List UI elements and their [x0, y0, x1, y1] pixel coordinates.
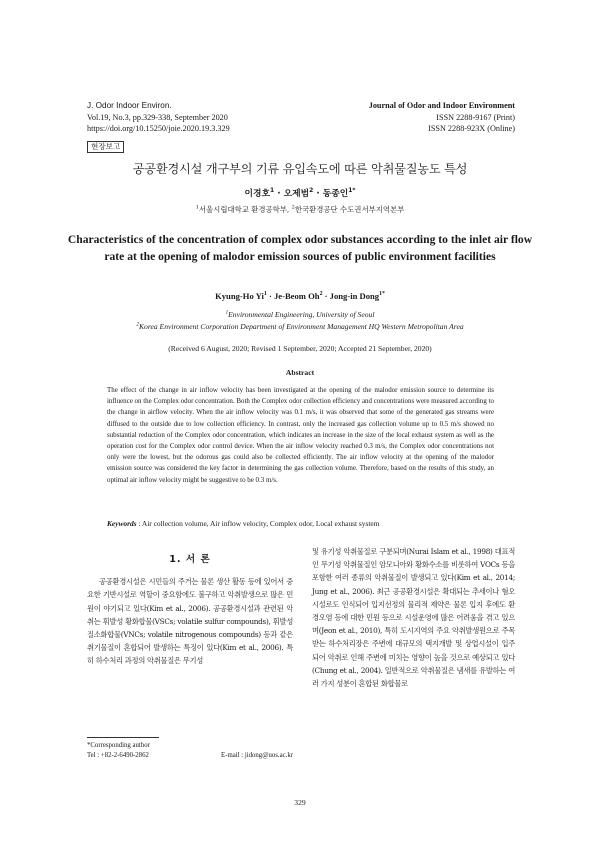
- author-separator: ·: [268, 291, 272, 301]
- korean-authors: [0, 186, 600, 199]
- affiliation-line: [0, 321, 600, 333]
- footnote: [87, 741, 293, 761]
- abstract-heading: Abstract: [285, 368, 315, 377]
- affiliation-text: 서울시립대학교 환경공학부,: [198, 205, 292, 214]
- footnote-divider: [87, 737, 159, 738]
- keywords-label: Keywords: [107, 519, 137, 528]
- section-heading: [87, 553, 293, 566]
- author-name: Je-Beom Oh: [273, 291, 320, 301]
- affiliation-mark: 1: [195, 204, 199, 211]
- korean-title: 공공환경시설 개구부의 기류 유입속도에 따른 악취물질농도 특성: [132, 162, 468, 176]
- contact-row: [87, 751, 293, 761]
- author-name: Kyung-Ho Yi: [215, 291, 264, 301]
- doi-link[interactable]: https://doi.org/10.15250/joie.2020.19.3.329: [87, 124, 230, 134]
- affiliation-line: [0, 309, 600, 321]
- journal-full-name: Journal of Odor and Indoor Environment: [368, 101, 515, 110]
- author-name: 이경호: [244, 189, 270, 199]
- english-title: Characteristics of the concentration of complex odor substances according to the inlet air flow rate at the opening of malodor emission sources of public environment facilities: [67, 233, 533, 263]
- english-authors: [0, 291, 600, 301]
- email-link[interactable]: E-mail : jidong@uos.ac.kr: [221, 752, 293, 760]
- keywords-text: : Air collection volume, Air inflow velocity, Complex odor, Local exhaust system: [136, 519, 380, 528]
- author-name: Jong-in Dong: [329, 291, 380, 301]
- affiliation-mark: 2: [291, 204, 295, 211]
- author-mark: 1*: [379, 291, 385, 298]
- author-separator: ·: [316, 189, 320, 199]
- korean-affiliations: [0, 204, 600, 215]
- body-paragraph: 및 유기성 악취물질로 구분되며(Nurai Islam et al., 1998) 대표적인 무기성 악취물질인 암모니아와 황화수소를 비롯하여 VOCs 등을 포함한 여러 종류의 악취물질이 발생되고 있다(Kim et al., 2014; Jung et al., 2006). 최근 공공환경시설은 확대되는 추세이나 혐오시설로도 인식되어 입지선정의 물리적 제약은 물론 입지 후에도 환경오염 등에 대한 민원 등으로 시설운영에 많은 어려움을 겪고 있으며(Jeon et al., 2010), 특히 도시지역의 주요 악취발생원으로 주목 받는 하수처리장은 주변에 대규모의 택지개발 및 상업시설이 입주되어 악취로 인해 주변에 미치는 영향이 높을 것으로 예상되고 있다(Chung et al., 2004). 일반적으로 악취물질은 냄새를 유발하는 여러 가지 성분이 혼합된 화합물로: [312, 547, 515, 689]
- volume-pages: Vol.19, No.3, pp.329-338, September 2020: [87, 112, 228, 122]
- telephone: Tel : +82-2-6490-2862: [87, 752, 149, 760]
- author-mark: 1*: [348, 187, 356, 195]
- affiliation-text: 한국환경공단 수도권서부지역본부: [294, 205, 405, 214]
- author-mark: 1: [263, 291, 267, 298]
- header-right: [369, 100, 515, 135]
- corresponding-author: *Corresponding author: [87, 742, 150, 749]
- keywords: [107, 519, 494, 528]
- issn-online: ISSN 2288-923X (Online): [428, 124, 515, 134]
- english-affiliations: [0, 309, 600, 334]
- page-number: 329: [294, 798, 306, 807]
- body-column-right: [312, 545, 515, 690]
- body-column-left: [87, 545, 293, 668]
- header-left: [87, 100, 230, 135]
- author-name: 오제범: [283, 189, 310, 199]
- received-dates: (Received 6 August, 2020; Revised 1 September, 2020; Accepted 21 September, 2020): [168, 344, 432, 353]
- author-separator: ·: [277, 189, 281, 199]
- section-title: 서 론: [185, 554, 211, 565]
- affiliation-mark: 1: [225, 309, 229, 316]
- affiliation-text: Korea Environment Corporation Department of Environment Management HQ Western Metropolitan Area: [138, 322, 464, 332]
- issn-print: ISSN 2288-9167 (Print): [436, 112, 515, 122]
- abstract-body: The effect of the change in air inflow velocity has been investigated at the opening of the malodor emission source to determine its influence on the Complex odor concentration. Both the Complex odor collection efficiency and concentrations were measured according to the change in airflow velocity. When the air inflow velocity was 0.1 m/s, it was observed that some of the generated gas streams were diffused to the outside due to low collection efficiency. In contrast, only the increased gas collection volume up to 0.5 m/s showed no substantial reduction of the Complex odor concentration, which indicates an increase in the size of the local exhaust system as well as the operation cost for the Complex odor control device. When the air inflow velocity reached 0.3 m/s, the Complex odor concentrations not only were the lowest, but the odorous gas could also be collected efficiently. The air inflow velocity at the opening of the malodor emission source was considered the key factor in determining the gas collection volume. Therefore, based on the results of this study, an optimal air inflow velocity might be suggestive to be 0.3 m/s.: [107, 386, 494, 484]
- affiliation-mark: 2: [136, 321, 139, 328]
- section-number: 1.: [169, 554, 182, 565]
- author-mark: 2: [309, 187, 314, 195]
- journal-short-name: J. Odor Indoor Environ.: [87, 101, 172, 110]
- author-mark: 1: [269, 187, 275, 195]
- author-mark: 2: [319, 291, 323, 298]
- body-paragraph: 공공환경시설은 시민들의 주거는 물론 생산 활동 등에 있어서 중요한 기반시설로 역할이 중요함에도 불구하고 악취발생으로 많은 민원이 야기되고 있다(Kim et al., 2006). 공공환경시설과 관련된 악취는 휘발성 황화합물(VSCs; volatile sulfur compounds), 휘발성 질소화합물(VNCs; volatile nitrogenous compounds) 등과 같은 취기물질이 혼합되어 발생하는 특징이 있다(Kim et al., 2006). 특히 하수처리 과정의 악취물질은 무기성: [87, 577, 293, 666]
- affiliation-text: Environmental Engineering, University of Seoul: [228, 310, 375, 319]
- author-name: 동종인: [322, 189, 349, 199]
- author-separator: ·: [324, 291, 328, 301]
- category-badge: 현장보고: [87, 141, 124, 153]
